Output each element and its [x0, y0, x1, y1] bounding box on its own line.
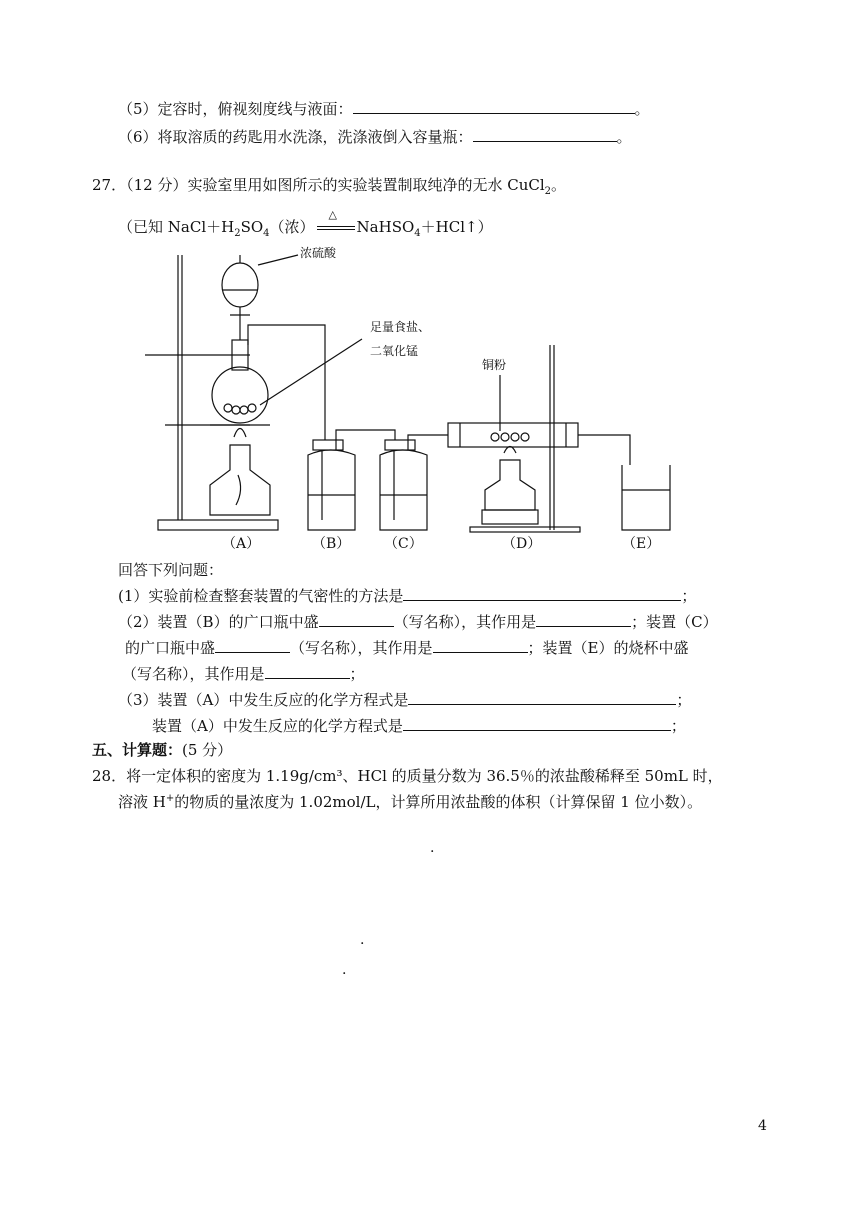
- q27-sub3-line2: 装置（A）中发生反应的化学方程式是 ；: [152, 717, 686, 735]
- heat-condition: △: [315, 217, 357, 237]
- answer-blank[interactable]: [215, 637, 290, 653]
- q27-sub3-line1: （3）装置（A）中发生反应的化学方程式是 ；: [118, 691, 692, 709]
- svg-text:（D）: （D）: [502, 536, 542, 552]
- tube-d-e: [578, 435, 630, 465]
- svg-text:（B）: （B）: [312, 536, 351, 552]
- svg-text:（E）: （E）: [622, 536, 661, 552]
- q26-item6: （6）将取溶质的药匙用水洗涤，洗涤液倒入容量瓶： 。: [118, 128, 632, 146]
- stray-dot: .: [342, 962, 347, 978]
- svg-text:（C）: （C）: [384, 536, 423, 552]
- separatory-funnel: [222, 255, 258, 340]
- apparatus-diagram: [130, 245, 690, 555]
- q28-line2: 溶液 H+的物质的量浓度为 1.02mol/L，计算所用浓盐酸的体积（计算保留 1 位小数）。: [118, 793, 703, 811]
- q27-sub1: (1）实验前检查整套装置的气密性的方法是 ；: [118, 587, 697, 605]
- answer-blank[interactable]: [403, 715, 671, 731]
- q27-known-equation: （已知 $NaCl+H_2SO_4$（浓） △ NaHSO$_4$＋HCl↑）: [118, 208, 493, 239]
- base-d: [470, 527, 580, 532]
- section5-heading: 五、计算题：(5 分）: [92, 741, 233, 759]
- label-leader-acid: [258, 255, 298, 265]
- tube-b-c: [336, 430, 395, 445]
- page-number: 4: [758, 1118, 767, 1134]
- svg-text:（A）: （A）: [222, 536, 261, 552]
- bottle-c: [380, 440, 427, 530]
- bottle-b: [308, 440, 355, 530]
- svg-text:浓硫酸: 浓硫酸: [300, 246, 337, 260]
- beaker-e: [622, 465, 670, 530]
- q27-sub2-line3: （写名称），其作用是 ；: [122, 665, 365, 683]
- q28-line1: 28．将一定体积的密度为 1.19g/cm³、HCl 的质量分数为 36.5％的浓盐酸稀释至 50mL 时，: [92, 767, 723, 785]
- q27-sub2-line2: 的广口瓶中盛 （写名称），其作用是 ；装置（E）的烧杯中盛: [125, 639, 689, 657]
- q27-prompt: 回答下列问题：: [118, 561, 224, 579]
- q27-heading: 27．（12 分）实验室里用如图所示的实验装置制取纯净的无水 CuCl$_2$。: [92, 176, 567, 197]
- reaction-tube-d: [448, 345, 578, 530]
- tube-a-b: [248, 325, 325, 440]
- q26-item5: （5）定容时，俯视刻度线与液面： 。: [118, 100, 650, 118]
- flask-a: [210, 340, 270, 425]
- answer-blank[interactable]: [408, 689, 676, 705]
- stray-dot: .: [430, 840, 435, 856]
- label-leader-salt: [260, 339, 362, 405]
- answer-blank[interactable]: [319, 611, 394, 627]
- equals-sign: [317, 226, 355, 230]
- svg-text:铜粉: 铜粉: [482, 358, 507, 372]
- answer-blank[interactable]: [403, 585, 681, 601]
- stray-dot: .: [360, 932, 365, 948]
- answer-blank[interactable]: [433, 637, 528, 653]
- answer-blank[interactable]: [265, 663, 350, 679]
- answer-blank[interactable]: [473, 126, 617, 142]
- alcohol-lamp-d: [482, 447, 538, 525]
- answer-blank[interactable]: [536, 611, 631, 627]
- answer-blank[interactable]: [353, 98, 635, 114]
- stand-a: [145, 255, 278, 530]
- alcohol-lamp-a: [210, 429, 270, 516]
- svg-text:二氧化锰: 二氧化锰: [370, 344, 419, 358]
- svg-text:足量食盐、: 足量食盐、: [370, 320, 431, 334]
- q27-sub2-line1: （2）装置（B）的广口瓶中盛 （写名称），其作用是 ；装置（C）: [118, 613, 718, 631]
